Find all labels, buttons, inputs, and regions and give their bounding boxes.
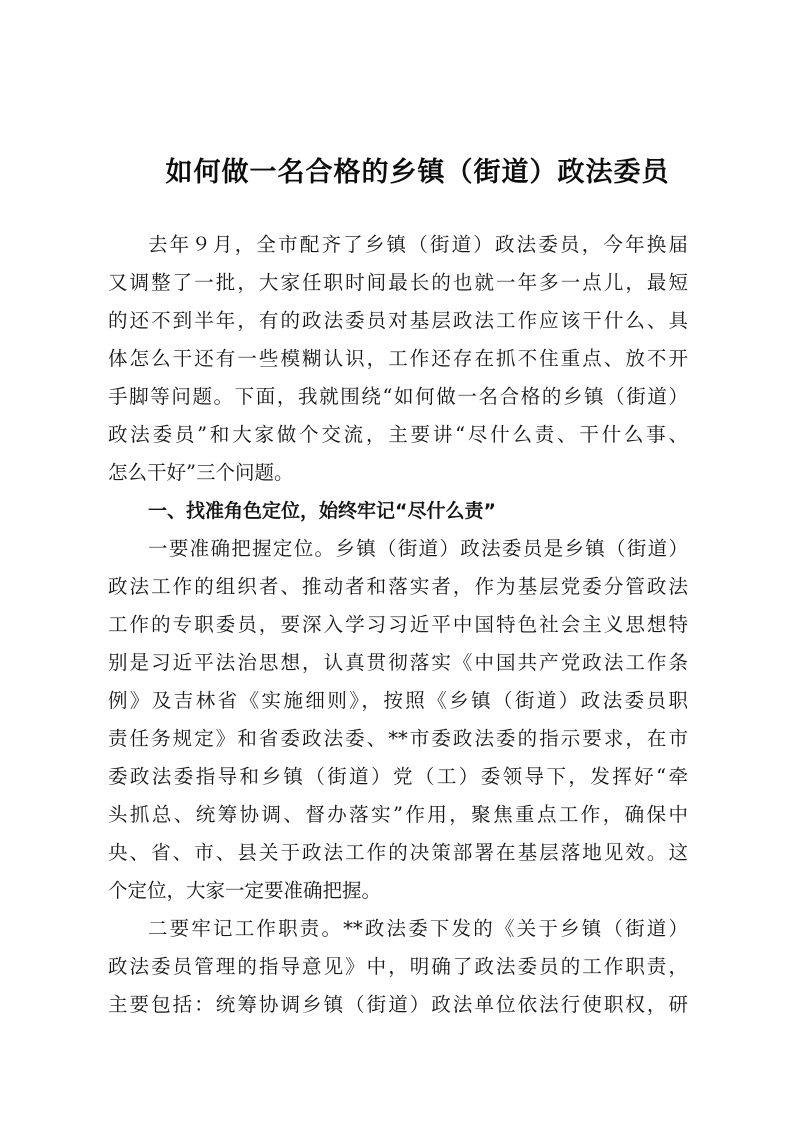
paragraph-line: 政法委员”和大家做个交流，主要讲“尽什么责、干什么事、	[108, 423, 688, 446]
paragraph-line: 例》及吉林省《实施细则》，按照《乡镇（街道）政法委员职	[108, 689, 688, 712]
section-heading: 一、找准角色定位，始终牢记“尽什么责”	[148, 500, 496, 522]
paragraph-line: 又调整了一批，大家任职时间最长的也就一年多一点儿，最短	[108, 271, 688, 294]
document-title: 如何做一名合格的乡镇（街道）政法委员	[165, 157, 670, 188]
paragraph-line: 去年９月，全市配齐了乡镇（街道）政法委员，今年换届	[148, 233, 688, 256]
paragraph-line: 的还不到半年，有的政法委员对基层政法工作应该干什么、具	[108, 309, 688, 332]
paragraph-line: 体怎么干还有一些模糊认识，工作还存在抓不住重点、放不开	[108, 347, 688, 370]
paragraph-line: 别是习近平法治思想，认真贯彻落实《中国共产党政法工作条	[108, 651, 688, 674]
paragraph-line: 怎么干好”三个问题。	[108, 461, 294, 484]
paragraph-line: 个定位，大家一定要准确把握。	[108, 879, 382, 902]
paragraph-line: 一要准确把握定位。乡镇（街道）政法委员是乡镇（街道）	[148, 537, 688, 560]
paragraph-line: 头抓总、统筹协调、督办落实”作用，聚焦重点工作，确保中	[108, 803, 688, 826]
paragraph-line: 政法工作的组织者、推动者和落实者，作为基层党委分管政法	[108, 575, 688, 598]
paragraph-line: 央、省、市、县关于政法工作的决策部署在基层落地见效。这	[108, 841, 688, 864]
paragraph-line: 主要包括：统筹协调乡镇（街道）政法单位依法行使职权，研	[108, 993, 688, 1016]
paragraph-line: 手脚等问题。下面，我就围绕“如何做一名合格的乡镇（街道）	[108, 385, 688, 408]
paragraph-line: 责任务规定》和省委政法委、**市委政法委的指示要求，在市	[108, 727, 688, 750]
paragraph-line: 政法委员管理的指导意见》中，明确了政法委员的工作职责，	[108, 955, 688, 978]
paragraph-line: 工作的专职委员，要深入学习习近平中国特色社会主义思想特	[108, 613, 688, 636]
paragraph-line: 委政法委指导和乡镇（街道）党（工）委领导下，发挥好“牵	[108, 765, 688, 788]
paragraph-line: 二要牢记工作职责。**政法委下发的《关于乡镇（街道）	[148, 917, 688, 940]
